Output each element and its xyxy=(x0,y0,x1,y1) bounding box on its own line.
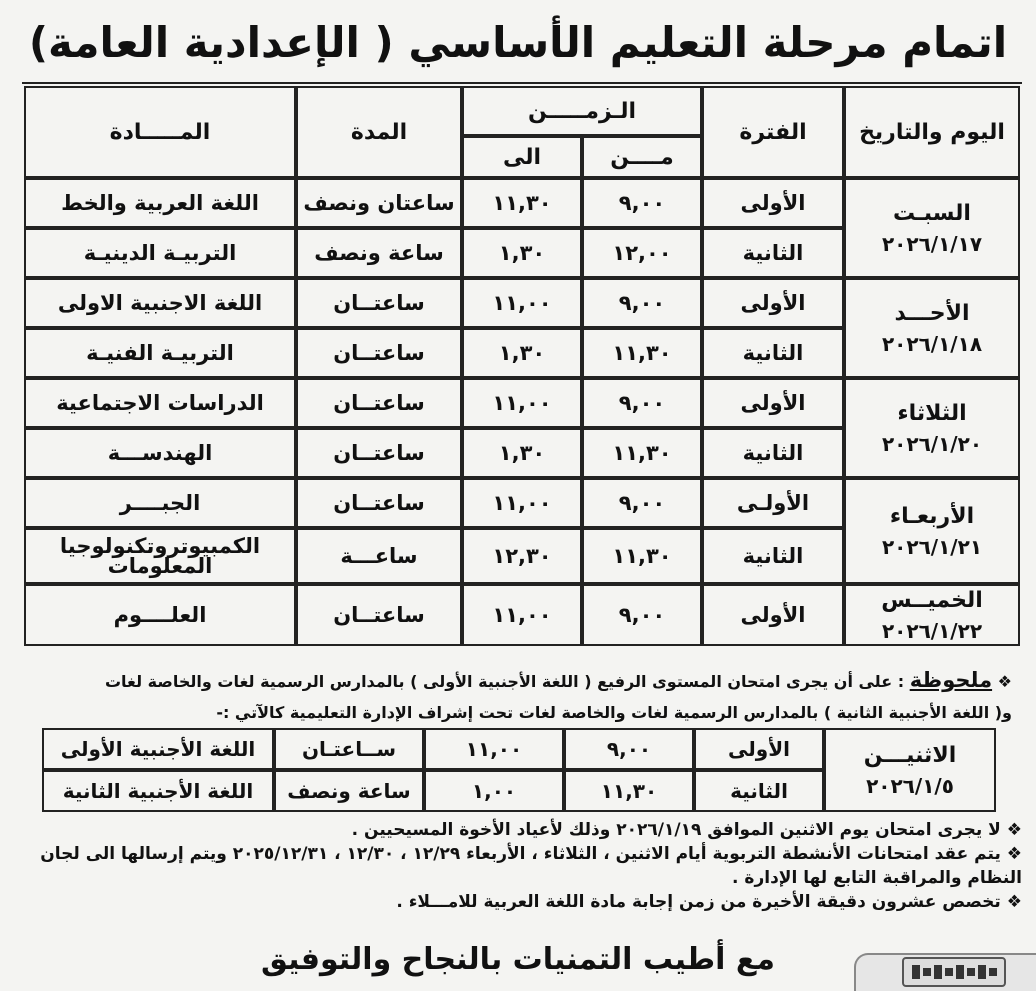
table-row xyxy=(24,584,1020,646)
to-cell: ١,٠٠ xyxy=(424,770,564,812)
notes-list xyxy=(22,818,1022,914)
from-cell: ١١,٣٠ xyxy=(582,528,702,584)
bullet-icon: ❖ xyxy=(1000,844,1022,864)
from-cell: ١١,٣٠ xyxy=(564,770,694,812)
subject-cell: اللغة الاجنبية الاولى xyxy=(24,278,296,328)
from-cell: ٩,٠٠ xyxy=(582,478,702,528)
period-cell: الثانية xyxy=(702,328,844,378)
to-cell: ١٢,٣٠ xyxy=(462,528,582,584)
closing-message: مع أطيب التمنيات بالنجاح والتوفيق xyxy=(261,942,775,977)
exam-schedule-table xyxy=(24,86,1020,646)
subject-cell: الدراسات الاجتماعية xyxy=(24,378,296,428)
duration-cell: ساعتان ونصف xyxy=(296,178,462,228)
from-cell: ٩,٠٠ xyxy=(582,584,702,646)
period-cell: الثانية xyxy=(702,228,844,278)
to-cell: ١١,٠٠ xyxy=(424,728,564,770)
header-duration: المدة xyxy=(296,86,462,178)
date-cell xyxy=(844,278,1020,378)
day-name: الأربعـاء xyxy=(889,503,975,529)
day-name: الخميــس xyxy=(881,587,983,613)
header-date: اليوم والتاريخ xyxy=(844,86,1020,178)
note-text-1: : على أن يجرى امتحان المستوى الرفيع ( اللغة الأجنبية الأولى ) بالمدارس الرسمية لغات والخاصة لغات xyxy=(104,672,905,691)
period-cell: الأولى xyxy=(702,178,844,228)
to-cell: ١,٣٠ xyxy=(462,428,582,478)
table-row xyxy=(24,278,1020,328)
day-name: الثلاثاء xyxy=(897,400,967,426)
table-row xyxy=(24,178,1020,228)
table-row xyxy=(24,478,1020,528)
period-cell: الأولـى xyxy=(702,478,844,528)
day-date: ٢٠٢٦/١/١٨ xyxy=(881,331,983,356)
from-cell: ٩,٠٠ xyxy=(582,278,702,328)
day-name: السبـت xyxy=(893,200,971,226)
subject-cell: اللغة الأجنبية الأولى xyxy=(42,728,274,770)
to-cell: ١١,٣٠ xyxy=(462,178,582,228)
duration-cell: ساعتــان xyxy=(296,378,462,428)
duration-cell: ساعتــان xyxy=(296,328,462,378)
period-cell: الأولى xyxy=(702,584,844,646)
to-cell: ١١,٠٠ xyxy=(462,584,582,646)
duration-cell: ساعتــان xyxy=(296,428,462,478)
note-line-1 xyxy=(22,668,1012,692)
period-cell: الأولى xyxy=(702,378,844,428)
duration-cell: ساعة ونصف xyxy=(296,228,462,278)
header-subject: المـــــادة xyxy=(24,86,296,178)
subject-cell: اللغة الأجنبية الثانية xyxy=(42,770,274,812)
top-divider xyxy=(22,82,1022,84)
subject-cell: اللغة العربية والخط xyxy=(24,178,296,228)
duration-cell: ساعة ونصف xyxy=(274,770,424,812)
date-cell xyxy=(844,584,1020,646)
date-cell xyxy=(844,478,1020,584)
period-cell: الثانية xyxy=(702,428,844,478)
date-cell xyxy=(824,728,996,812)
list-item: ❖ تخصص عشرون دقيقة الأخيرة من زمن إجابة مادة اللغة العربية للامـــلاء . xyxy=(396,892,1022,912)
from-cell: ١٢,٠٠ xyxy=(582,228,702,278)
from-cell: ١١,٣٠ xyxy=(582,328,702,378)
from-cell: ٩,٠٠ xyxy=(582,178,702,228)
duration-cell: ساعتــان xyxy=(296,278,462,328)
date-cell xyxy=(844,378,1020,478)
day-date: ٢٠٢٦/١/٥ xyxy=(866,773,954,798)
note-label: ملحوظة xyxy=(909,668,993,692)
period-cell: الأولى xyxy=(702,278,844,328)
period-cell: الثانية xyxy=(694,770,824,812)
list-item: ❖ لا يجرى امتحان يوم الاثنين الموافق ٢٠٢٦/١/١٩ وذلك لأعياد الأخوة المسيحيين . xyxy=(351,820,1022,840)
subject-cell: الهندســـة xyxy=(24,428,296,478)
subject-cell: الكمبيوتروتكنولوجيا المعلومات xyxy=(24,528,296,584)
day-date: ٢٠٢٦/١/٢١ xyxy=(881,534,983,559)
duration-cell: ساعتــان xyxy=(296,584,462,646)
bullet-icon: ❖ xyxy=(992,672,1012,691)
table-row xyxy=(42,728,996,770)
bullet-icon: ❖ xyxy=(1000,892,1022,912)
day-date: ٢٠٢٦/١/٢٠ xyxy=(881,431,983,456)
qr-code-icon xyxy=(902,957,1006,987)
language-exam-table xyxy=(42,728,996,812)
duration-cell: ســاعتـان xyxy=(274,728,424,770)
subject-cell: الجبــــر xyxy=(24,478,296,528)
to-cell: ١١,٠٠ xyxy=(462,378,582,428)
period-cell: الثانية xyxy=(702,528,844,584)
day-name: الأحـــد xyxy=(894,300,970,326)
list-item: ❖ يتم عقد امتحانات الأنشطة التربوية أيام الاثنين ، الثلاثاء ، الأربعاء ١٢/٢٩ ، ١٢/٣٠ ، ٢٠٢٥/١٢/٣١ ويتم إرسالها الى لجان النظام والمراقبة التابع لها الإدارة . xyxy=(40,844,1022,888)
header-period: الفترة xyxy=(702,86,844,178)
to-cell: ١,٣٠ xyxy=(462,328,582,378)
subject-cell: التربيـة الفنيـة xyxy=(24,328,296,378)
day-date: ٢٠٢٦/١/٢٢ xyxy=(881,618,983,643)
duration-cell: ساعـــة xyxy=(296,528,462,584)
table-row xyxy=(24,378,1020,428)
duration-cell: ساعتــان xyxy=(296,478,462,528)
subject-cell: العلــــوم xyxy=(24,584,296,646)
bullet-icon: ❖ xyxy=(1000,820,1022,840)
header-from: مــــن xyxy=(582,136,702,178)
from-cell: ١١,٣٠ xyxy=(582,428,702,478)
day-name: الاثنيـــن xyxy=(863,742,957,768)
page-title: اتمام مرحلة التعليم الأساسي ( الإعدادية العامة) xyxy=(28,18,1008,67)
from-cell: ٩,٠٠ xyxy=(582,378,702,428)
period-cell: الأولى xyxy=(694,728,824,770)
date-cell xyxy=(844,178,1020,278)
header-to: الى xyxy=(462,136,582,178)
subject-cell: التربيـة الدينيـة xyxy=(24,228,296,278)
to-cell: ١١,٠٠ xyxy=(462,478,582,528)
to-cell: ١١,٠٠ xyxy=(462,278,582,328)
note-line-2: و( اللغة الأجنبية الثانية ) بالمدارس الرسمية لغات والخاصة لغات تحت إشراف الإدارة التعليمية كالآتي :- xyxy=(216,703,1012,722)
header-time: الـزمـــــن xyxy=(462,86,702,136)
day-date: ٢٠٢٦/١/١٧ xyxy=(881,231,983,256)
from-cell: ٩,٠٠ xyxy=(564,728,694,770)
to-cell: ١,٣٠ xyxy=(462,228,582,278)
